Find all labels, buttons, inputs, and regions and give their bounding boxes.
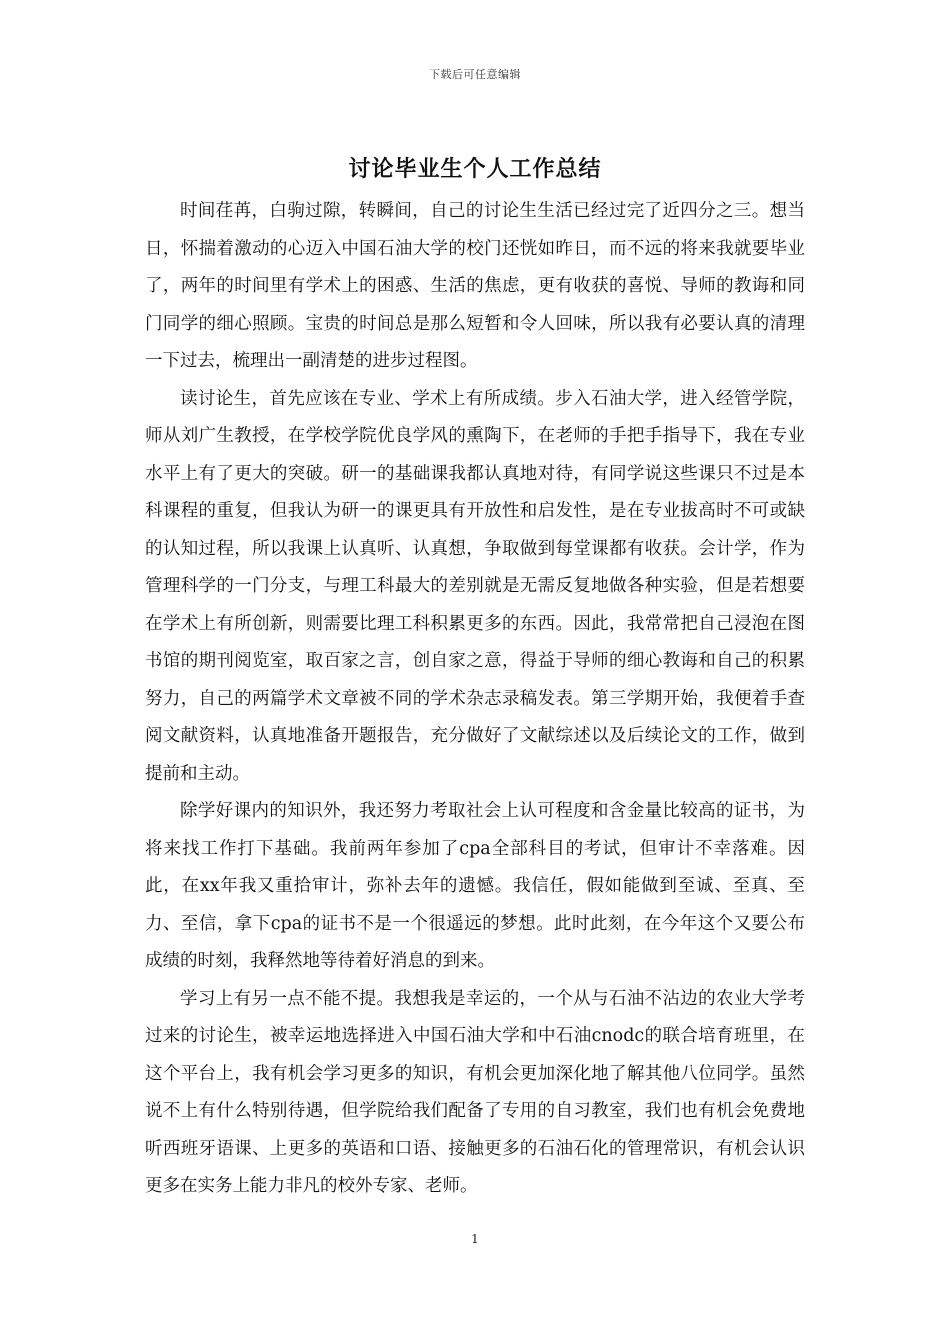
paragraph-3: 除学好课内的知识外，我还努力考取社会上认可程度和含金量比较高的证书，为将来找工作打下基础。我前两年参加了cpa全部科目的考试，但审计不幸落难。因此，在xx年我又重拾审计，弥补去年的遗憾。我信任，假如能做到至诚、至真、至力、至信，拿下cpa的证书不是一个很遥远的梦想。此时此刻，在今年这个又要公布成绩的时刻，我释然地等待着好消息的到来。	[145, 801, 805, 971]
document-title: 讨论毕业生个人工作总结	[348, 156, 602, 182]
header-note: 下载后可任意编辑	[429, 68, 521, 81]
page-number: 1	[471, 1232, 479, 1246]
document-body	[145, 193, 805, 1206]
paragraph-2: 读讨论生，首先应该在专业、学术上有所成绩。步入石油大学，进入经管学院，师从刘广生教授，在学校学院优良学风的熏陶下，在老师的手把手指导下，我在专业水平上有了更大的突破。研一的基础课我都认真地对待，有同学说这些课只不过是本科课程的重复，但我认为研一的课更具有开放性和启发性，是在专业拔高时不可或缺的认知过程，所以我课上认真听、认真想，争取做到每堂课都有收获。会计学，作为管理科学的一门分支，与理工科最大的差别就是无需反复地做各种实验，但是若想要在学术上有所创新，则需要比理工科积累更多的东西。因此，我常常把自己浸泡在图书馆的期刊阅览室，取百家之言，创自家之意，得益于导师的细心教诲和自己的积累努力，自己的两篇学术文章被不同的学术杂志录稿发表。第三学期开始，我便着手查阅文献资料，认真地准备开题报告，充分做好了文献综述以及后续论文的工作，做到提前和主动。	[145, 388, 805, 784]
paragraph-4: 学习上有另一点不能不提。我想我是幸运的，一个从与石油不沾边的农业大学考过来的讨论生，被幸运地选择进入中国石油大学和中石油cnodc的联合培育班里，在这个平台上，我有机会学习更多的知识，有机会更加深化地了解其他八位同学。虽然说不上有什么特别待遇，但学院给我们配备了专用的自习教室，我们也有机会免费地听西班牙语课、上更多的英语和口语、接触更多的石油石化的管理常识，有机会认识更多在实务上能力非凡的校外专家、老师。	[145, 988, 805, 1196]
paragraph-1: 时间荏苒，白驹过隙，转瞬间，自己的讨论生生活已经过完了近四分之三。想当日，怀揣着激动的心迈入中国石油大学的校门还恍如昨日，而不远的将来我就要毕业了，两年的时间里有学术上的困惑、生活的焦虑，更有收获的喜悦、导师的教诲和同门同学的细心照顾。宝贵的时间总是那么短暂和令人回味，所以我有必要认真的清理一下过去，梳理出一副清楚的进步过程图。	[145, 201, 805, 371]
